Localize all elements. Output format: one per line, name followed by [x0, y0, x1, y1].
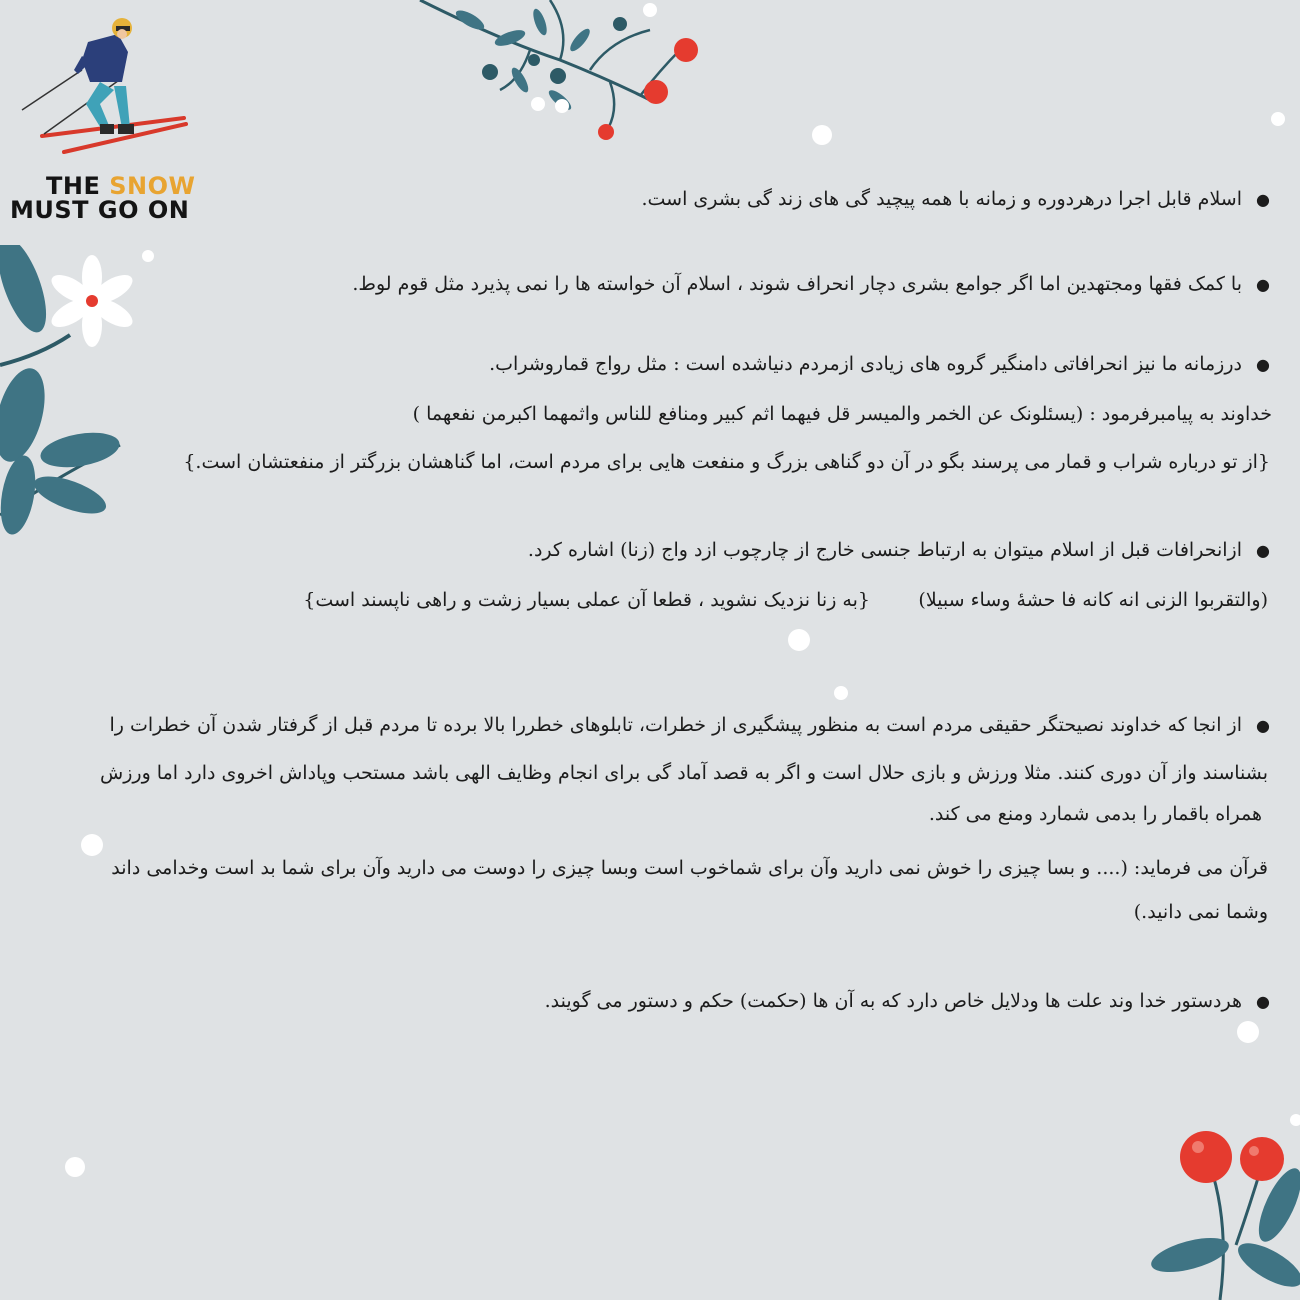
paragraph-3-quote: خداوند به پیامبرفرمود : (یسئلونک عن الخمر والمیسر قل فیهما اثم کبیر ومنافع للناس واثمهما اکبرمن نفعهما ) — [412, 403, 1272, 425]
paragraph-6-text: هردستور خدا وند علت ها ودلایل خاص دارد که به آن ها (حکمت) حکم و دستور می گویند. — [544, 990, 1242, 1012]
paragraph-5-line-3: همراه باقمار را بدمی شمارد ومنع می کند. — [928, 803, 1262, 825]
paragraph-1-text: اسلام قابل اجرا درهردوره و زمانه با همه پیچید گی های زند گی بشری است. — [641, 188, 1242, 210]
paragraph-1 — [641, 187, 1270, 212]
logo-line-2: MUST GO ON — [10, 196, 190, 224]
paragraph-5-quote-line-2: وشما نمی دانید.) — [1133, 901, 1268, 923]
paragraph-4-translation: {به زنا نزدیک نشوید ، قطعا آن عملی بسیار زشت و راهی ناپسند است} — [303, 589, 870, 611]
berry-branch-bottom-decoration — [1150, 1125, 1300, 1300]
snowflake-dot — [81, 834, 103, 856]
snowflake-dot — [1237, 1021, 1259, 1043]
flower-leaves-left-decoration — [0, 245, 150, 555]
paragraph-2-text: با کمک فقها ومجتهدین اما اگر جوامع بشری دچار انحراف شوند ، اسلام آن خواسته ها را نمی پذیرد مثل قوم لوط. — [352, 273, 1242, 295]
paragraph-5-quote-line-1: قرآن می فرماید: (.... و بسا چیزی را خوش نمی دارید وآن برای شماخوب است وبسا چیزی را دوست می دارید وآن برای شما بد است وخدامی داند — [111, 857, 1268, 879]
paragraph-5-line-2: بشناسند واز آن دوری کنند. مثلا ورزش و بازی حلال است و اگر به قصد آماد گی برای انجام وظایف الهی باشد مستحب وپاداش اخروی دارد اما ورزش — [100, 762, 1268, 784]
paragraph-3-translation: {از تو درباره شراب و قمار می پرسند بگو در آن دو گناهی بزرگ و منفعت هایی برای مردم است، اما گناهشان بزرگتر از منفعتشان است.} — [183, 451, 1270, 473]
snowflake-dot — [65, 1157, 85, 1177]
paragraph-4-quote: (والتقربوا الزنی انه کانه فا حشهٔ وساء سبیلا) — [918, 589, 1268, 611]
snowflake-dot — [1271, 112, 1285, 126]
paragraph-3 — [489, 352, 1270, 377]
snowflake-dot — [788, 629, 810, 651]
paragraph-5-line-1 — [109, 713, 1270, 738]
paragraph-2 — [352, 272, 1270, 297]
paragraph-3-text: درزمانه ما نیز انحرافاتی دامنگیر گروه های زیادی ازمردم دنیاشده است : مثل رواج قماروشراب. — [489, 353, 1242, 375]
paragraph-6 — [545, 989, 1270, 1014]
logo-word-the: THE — [46, 172, 110, 200]
logo-word-snow: SNOW — [109, 172, 196, 200]
logo-line-1 — [10, 174, 225, 198]
snowflake-dot — [1290, 1114, 1300, 1126]
berry-branch-top-decoration — [410, 0, 710, 145]
paragraph-5-line-1-text: از انجا که خداوند نصیحتگر حقیقی مردم است به منظور پیشگیری از خطرات، تابلوهای خطررا بالا برده تا مردم قبل از گرفتار شدن آن خطرات را — [109, 714, 1242, 736]
paragraph-4 — [528, 538, 1270, 563]
paragraph-4-text: ازانحرافات قبل از اسلام میتوان به ارتباط جنسی خارج از چارچوب ازد واج (زنا) اشاره کرد. — [527, 539, 1242, 561]
snowflake-dot — [812, 125, 832, 145]
snowflake-dot — [834, 686, 848, 700]
brand-logo — [10, 174, 225, 222]
skier-icon — [18, 12, 193, 157]
snowflake-dot — [142, 250, 154, 262]
